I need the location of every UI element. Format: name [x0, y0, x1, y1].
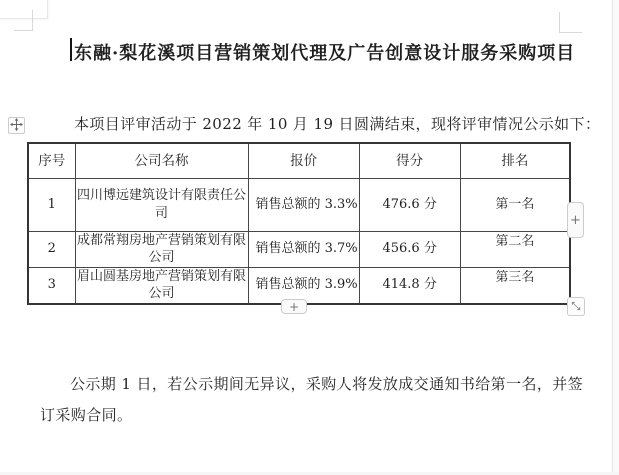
table-row [28, 178, 570, 231]
cell-rank[interactable]: 第三名 [460, 267, 570, 304]
table-resize-handle[interactable] [567, 297, 585, 316]
table-row [28, 231, 570, 267]
diagonal-resize-icon [570, 297, 582, 316]
cell-rank[interactable]: 第一名 [460, 178, 570, 231]
insert-column-button[interactable] [567, 202, 584, 238]
plus-icon: + [570, 212, 581, 228]
cell-no[interactable]: 1 [28, 178, 75, 231]
header-no[interactable]: 序号 [28, 143, 75, 178]
table-header-row [28, 143, 570, 178]
header-score[interactable]: 得分 [359, 143, 460, 178]
closing-paragraph-line-1[interactable]: 公示期 1 日，若公示期间无异议，采购人将发放成交通知书给第一名，并签 [70, 375, 584, 393]
text-boundary-corner-top-left [14, 10, 33, 31]
insert-row-button[interactable] [281, 299, 307, 314]
cell-no[interactable]: 3 [28, 267, 75, 304]
header-quote[interactable]: 报价 [248, 143, 359, 178]
intro-paragraph[interactable]: 本项目评审活动于 2022 年 10 月 19 日圆满结束，现将评审情况公示如下： [74, 115, 601, 133]
cell-quote[interactable]: 销售总额的 3.3% [248, 178, 359, 231]
header-company[interactable]: 公司名称 [75, 143, 248, 178]
cell-score[interactable]: 414.8 分 [359, 267, 460, 304]
evaluation-table [27, 142, 571, 305]
table-move-handle[interactable] [8, 117, 25, 134]
text-cursor [70, 38, 72, 61]
document-title[interactable]: 东融·梨花溪项目营销策划代理及广告创意设计服务采购项目 [74, 43, 576, 64]
cell-score[interactable]: 476.6 分 [359, 178, 460, 231]
page-right-margin-strip [613, 0, 619, 475]
move-arrows-icon [10, 116, 23, 135]
cell-quote[interactable]: 销售总额的 3.7% [248, 231, 359, 267]
cell-company[interactable]: 眉山圆基房地产营销策划有限公司 [75, 267, 248, 304]
text-boundary-corner-top-right [559, 12, 582, 33]
plus-icon: + [288, 299, 300, 314]
page-right-edge-line [612, 0, 613, 475]
cell-no[interactable]: 2 [28, 231, 75, 267]
cell-rank[interactable]: 第二名 [460, 231, 570, 267]
closing-paragraph-line-2[interactable]: 订采购合同。 [40, 406, 133, 424]
cell-company[interactable]: 四川博远建筑设计有限责任公司 [75, 178, 248, 231]
cell-quote[interactable]: 销售总额的 3.9% [248, 267, 359, 304]
cell-score[interactable]: 456.6 分 [359, 231, 460, 267]
header-rank[interactable]: 排名 [460, 143, 570, 178]
cell-company[interactable]: 成都常翔房地产营销策划有限公司 [75, 231, 248, 267]
